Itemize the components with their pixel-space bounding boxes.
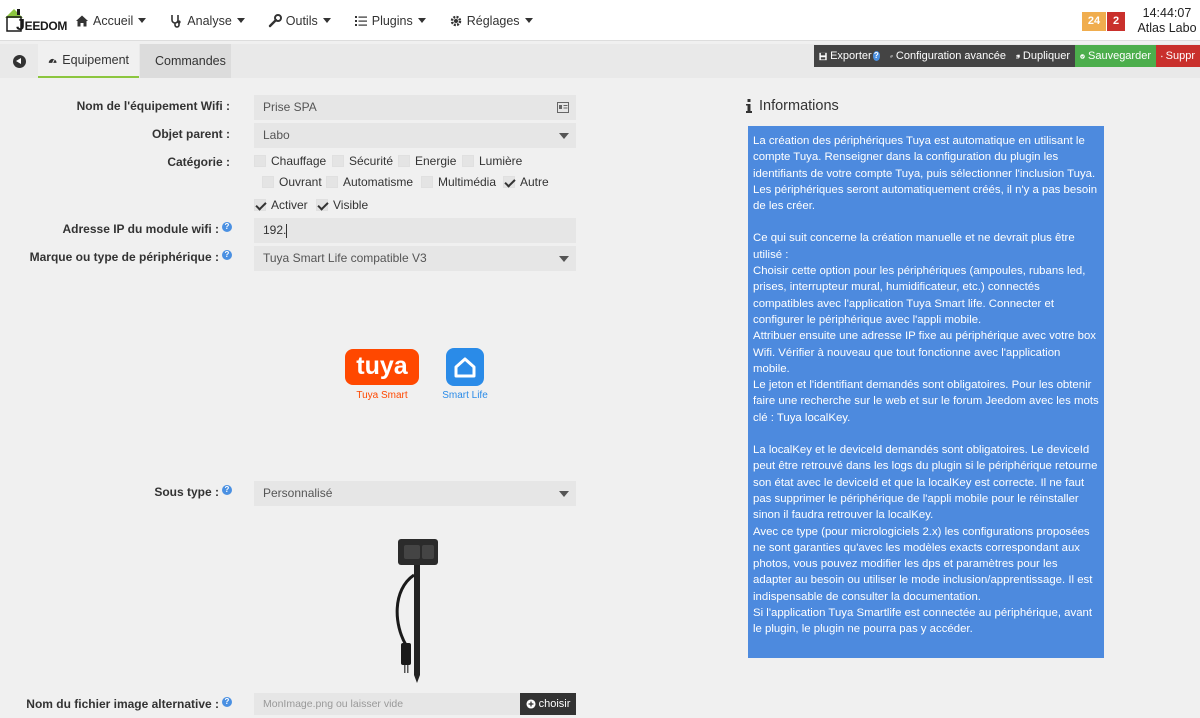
checkbox[interactable] (332, 155, 344, 167)
checkbox[interactable] (326, 176, 338, 188)
help-icon[interactable]: ? (222, 697, 232, 707)
categorie-label: Catégorie : (167, 155, 230, 169)
chevron-down-icon (559, 256, 569, 262)
info-paragraph: La localKey et le deviceId demandés sont obligatoires. Le deviceId peut être retrouvé dans les logs du plugin si le périphérique retourne son état avec le deviceId et que la localKey est correcte. Il ne faut pas supprimer le périphérique de l'appli mobile pour le réinstaller sinon il faudra retrouver la localKey. (753, 444, 1098, 522)
chevron-down-icon (559, 133, 569, 139)
home-icon (75, 14, 89, 28)
chevron-down-icon (323, 18, 331, 23)
chevron-down-icon (525, 18, 533, 23)
text-cursor (286, 224, 287, 238)
id-card-icon (557, 102, 569, 113)
info-paragraph: Avec ce type (pour micrologiciels 2.x) les configurations proposées ne sont garanties qu'avec les modèles exacts correspondant aux photos, vous pouvez modifier les dps et paramètres pour les adapter au besoin ou utiliser le mode inclusion/apprentissage. Il est indispensable de consulter la documentation. (753, 525, 1093, 603)
house-icon (446, 348, 484, 386)
action-buttons (814, 45, 1200, 67)
clock (1137, 6, 1197, 36)
objet-parent-label: Objet parent : (151, 127, 230, 141)
info-panel (748, 126, 1104, 658)
info-paragraph: Ce qui suit concerne la création manuelle et ne devrait plus être utilisé : (753, 232, 1075, 261)
chevron-down-icon (418, 18, 426, 23)
menu-outils[interactable]: Outils (268, 0, 331, 41)
save-button[interactable]: Sauvegarder (1075, 45, 1156, 67)
tachometer-icon (48, 54, 57, 66)
alt-image-input[interactable]: MonImage.png ou laisser vide (254, 693, 520, 715)
category-multimedia[interactable]: Multimédia (421, 175, 496, 189)
checkbox-checked[interactable] (503, 176, 515, 188)
tuya-smart-logo: tuya (345, 349, 419, 385)
brand-text: JEEDOM (16, 17, 68, 34)
checkbox-checked[interactable] (254, 199, 266, 211)
back-button[interactable] (0, 44, 38, 78)
info-spacer (753, 426, 1099, 442)
info-paragraph: La création des périphériques Tuya est automatique en utilisant le compte Tuya. Renseigner dans la configuration du plugin les identifiants de votre compte Tuya, puis sélectionner l'inclusion Tuya. Les périphériques seront automatiquement créés, il n'y a pas besoin de les créer. (753, 135, 1098, 213)
checkbox[interactable] (254, 155, 266, 167)
arrow-left-circle-icon (13, 55, 26, 68)
minus-circle-icon (1161, 51, 1163, 62)
checkbox[interactable] (398, 155, 410, 167)
choose-file-button[interactable]: choisir (520, 693, 576, 715)
checkbox[interactable] (462, 155, 474, 167)
checkbox-checked[interactable] (316, 199, 328, 211)
user-name[interactable]: Atlas Labo (1137, 21, 1197, 35)
info-paragraph: Le jeton et l'identifiant demandés sont obligatoires. Pour les obtenir faire une recherche sur le web et sur le forum Jeedom avec les mots clé : Tuya localKey. (753, 379, 1099, 424)
tab-equipement[interactable]: Equipement (38, 44, 139, 78)
menu-reglages[interactable]: Réglages (449, 0, 533, 41)
export-button[interactable]: Exporter ? (814, 45, 885, 67)
device-type-select[interactable]: Tuya Smart Life compatible V3 (254, 246, 576, 271)
category-securite[interactable]: Sécurité (332, 154, 393, 168)
save-icon (819, 51, 827, 62)
equipment-name-input[interactable]: Prise SPA (254, 95, 576, 120)
gear-icon (449, 14, 463, 28)
warning-badge[interactable]: 24 (1082, 12, 1106, 31)
activer-checkbox[interactable]: Activer (254, 198, 308, 212)
subtype-select[interactable]: Personnalisé (254, 481, 576, 506)
category-chauffage[interactable]: Chauffage (254, 154, 326, 168)
menu-analyse[interactable]: Analyse (169, 0, 244, 41)
marque-label: Marque ou type de périphérique : ? (10, 250, 232, 264)
delete-button[interactable]: Suppr (1156, 45, 1200, 67)
outdoor-plug-image (382, 535, 452, 685)
menu-accueil[interactable]: Accueil (75, 0, 146, 41)
check-circle-icon (1080, 51, 1085, 62)
image-file-label: Nom du fichier image alternative : ? (10, 697, 232, 711)
copy-icon (1016, 51, 1020, 62)
chevron-down-icon (559, 491, 569, 497)
info-icon (746, 99, 752, 113)
category-autre[interactable]: Autre (503, 175, 549, 189)
nom-label: Nom de l'équipement Wifi : (76, 99, 230, 113)
stethoscope-icon (169, 14, 183, 28)
cogs-icon (890, 51, 893, 62)
help-icon[interactable]: ? (222, 250, 232, 260)
info-paragraph: Attribuer ensuite une adresse IP fixe au périphérique avec votre box Wifi. Vérifier à nouveau que tout fonctionne avec l'application mobile. (753, 330, 1096, 375)
visible-checkbox[interactable]: Visible (316, 198, 368, 212)
info-paragraph: Si l'application Tuya Smartlife est connectée au périphérique, avant le plugin, le plugin ne pourra pas y accéder. (753, 607, 1093, 636)
tuya-smart-caption: Tuya Smart (356, 390, 408, 401)
equipment-toolbar (0, 44, 1200, 78)
plus-circle-icon (526, 699, 536, 709)
alert-badge[interactable]: 2 (1107, 12, 1125, 31)
info-spacer (753, 214, 1099, 230)
info-title: Informations (746, 98, 839, 114)
parent-object-select[interactable]: Labo (254, 123, 576, 148)
top-navbar (0, 0, 1200, 41)
ip-label: Adresse IP du module wifi : ? (20, 222, 232, 236)
checkbox[interactable] (421, 176, 433, 188)
chevron-down-icon (138, 18, 146, 23)
category-automatisme[interactable]: Automatisme (326, 175, 413, 189)
advanced-config-button[interactable]: Configuration avancée (885, 45, 1011, 67)
tab-commandes[interactable]: Commandes (140, 44, 231, 78)
smart-life-logo (446, 348, 484, 386)
soustype-label: Sous type : ? (30, 485, 232, 499)
main-menu (75, 0, 556, 41)
category-ouvrant[interactable]: Ouvrant (262, 175, 322, 189)
clock-time: 14:44:07 (1142, 6, 1192, 20)
list-icon (354, 14, 368, 28)
category-energie[interactable]: Energie (398, 154, 456, 168)
smart-life-caption: Smart Life (442, 390, 488, 401)
info-paragraph: Choisir cette option pour les périphériques (ampoules, rubans led, prises, interrupteur mural, humidificateur, etc.) connectés compatibles avec l'application Tuya Smart life. Connecter et configurer le périphérique avec l'appli mobile. (753, 265, 1086, 326)
ip-address-input[interactable]: 192. (254, 218, 576, 243)
help-icon[interactable]: ? (222, 222, 232, 232)
checkbox[interactable] (262, 176, 274, 188)
duplicate-button[interactable]: Dupliquer (1011, 45, 1075, 67)
chevron-down-icon (237, 18, 245, 23)
wrench-icon (268, 14, 282, 28)
category-lumiere[interactable]: Lumière (462, 154, 522, 168)
help-icon[interactable]: ? (222, 485, 232, 495)
jeedom-logo[interactable] (2, 4, 68, 36)
help-icon[interactable]: ? (873, 51, 879, 60)
menu-plugins[interactable]: Plugins (354, 0, 426, 41)
